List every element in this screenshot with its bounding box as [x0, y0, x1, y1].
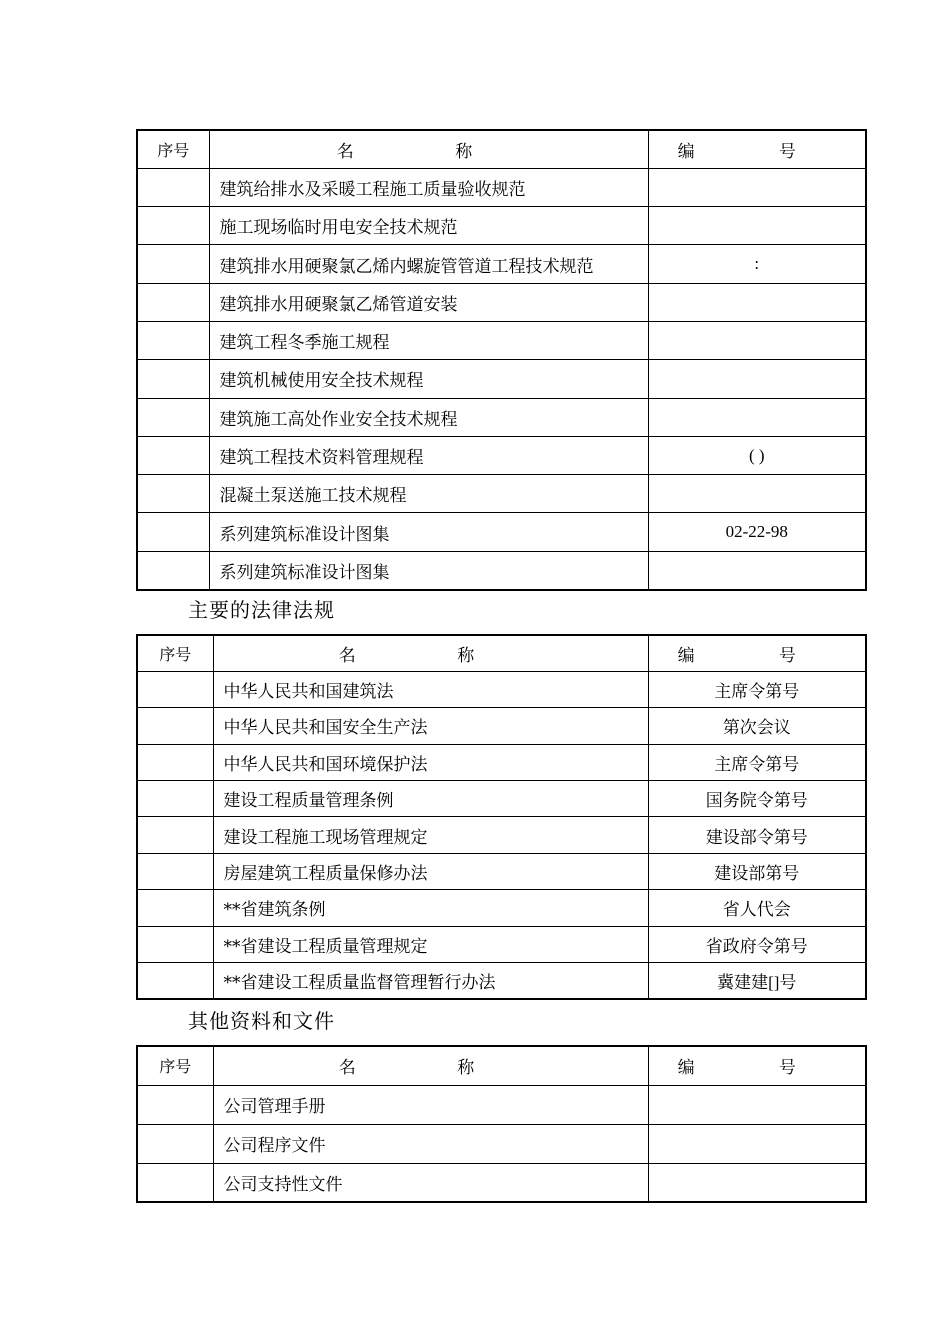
document-code: [648, 360, 866, 398]
table-row: [137, 1085, 866, 1124]
document-name: 施工现场临时用电安全技术规范: [209, 207, 648, 245]
document-name: **省建设工程质量管理规定: [213, 926, 648, 962]
document-name: 系列建筑标准设计图集: [209, 551, 648, 589]
document-code: 主席令第号: [648, 671, 866, 707]
header-no: 序号: [137, 1046, 213, 1085]
table-row: [137, 168, 866, 206]
document-name: **省建筑条例: [213, 890, 648, 926]
table-row: [137, 245, 866, 283]
document-code: [648, 1124, 866, 1163]
document-name: 建筑机械使用安全技术规程: [209, 360, 648, 398]
row-number: [137, 475, 209, 513]
table-row: [137, 283, 866, 321]
document-name: **省建设工程质量监督管理暂行办法: [213, 963, 648, 999]
document-name: 建筑工程冬季施工规程: [209, 321, 648, 359]
document-code: ( ): [648, 436, 866, 474]
row-number: [137, 963, 213, 999]
document-code: [648, 1163, 866, 1202]
document-name: 公司程序文件: [213, 1124, 648, 1163]
document-code: 国务院令第号: [648, 781, 866, 817]
standards-table-body: [137, 130, 866, 590]
header-name: 名 称: [213, 635, 648, 671]
row-number: [137, 398, 209, 436]
row-number: [137, 1085, 213, 1124]
table-header-row: [137, 130, 866, 168]
document-code: 省人代会: [648, 890, 866, 926]
table-row: [137, 475, 866, 513]
other-docs-table: [136, 1045, 867, 1203]
document-code: 主席令第号: [648, 744, 866, 780]
document-name: 中华人民共和国安全生产法: [213, 708, 648, 744]
document-code: 第次会议: [648, 708, 866, 744]
table-row: [137, 360, 866, 398]
document-code: [648, 283, 866, 321]
row-number: [137, 744, 213, 780]
laws-table-body: [137, 635, 866, 999]
document-code: 02-22-98: [648, 513, 866, 551]
row-number: [137, 671, 213, 707]
table-row: [137, 817, 866, 853]
document-name: 建筑给排水及采暖工程施工质量验收规范: [209, 168, 648, 206]
table-row: [137, 207, 866, 245]
table-row: [137, 926, 866, 962]
row-number: [137, 1163, 213, 1202]
table-row: [137, 1163, 866, 1202]
header-no: 序号: [137, 130, 209, 168]
document-code: 建设部令第号: [648, 817, 866, 853]
standards-table: [136, 129, 867, 591]
document-name: 房屋建筑工程质量保修办法: [213, 853, 648, 889]
header-code: 编 号: [648, 130, 866, 168]
table-row: [137, 398, 866, 436]
document-name: 建筑施工高处作业安全技术规程: [209, 398, 648, 436]
table-header-row: [137, 635, 866, 671]
row-number: [137, 781, 213, 817]
row-number: [137, 890, 213, 926]
row-number: [137, 551, 209, 589]
row-number: [137, 817, 213, 853]
document-code: [648, 321, 866, 359]
table-row: [137, 513, 866, 551]
document-name: 建设工程施工现场管理规定: [213, 817, 648, 853]
row-number: [137, 207, 209, 245]
document-code: [648, 207, 866, 245]
table-row: [137, 963, 866, 999]
row-number: [137, 360, 209, 398]
section-heading-other-docs: 其他资料和文件: [188, 1009, 335, 1033]
header-name: 名 称: [213, 1046, 648, 1085]
section-heading-laws: 主要的法律法规: [188, 598, 335, 622]
table-row: [137, 853, 866, 889]
row-number: [137, 321, 209, 359]
document-name: 系列建筑标准设计图集: [209, 513, 648, 551]
header-code: 编 号: [648, 1046, 866, 1085]
document-name: 中华人民共和国建筑法: [213, 671, 648, 707]
table-row: [137, 671, 866, 707]
document-code: [648, 475, 866, 513]
document-name: 公司支持性文件: [213, 1163, 648, 1202]
header-name: 名 称: [209, 130, 648, 168]
document-name: 公司管理手册: [213, 1085, 648, 1124]
document-name: 建设工程质量管理条例: [213, 781, 648, 817]
table-row: [137, 708, 866, 744]
document-code: :: [648, 245, 866, 283]
document-name: 混凝土泵送施工技术规程: [209, 475, 648, 513]
document-code: 建设部第号: [648, 853, 866, 889]
row-number: [137, 168, 209, 206]
table-row: [137, 890, 866, 926]
table-row: [137, 436, 866, 474]
document-code: 冀建建[]号: [648, 963, 866, 999]
other-docs-table-body: [137, 1046, 866, 1202]
row-number: [137, 926, 213, 962]
header-no: 序号: [137, 635, 213, 671]
row-number: [137, 1124, 213, 1163]
row-number: [137, 283, 209, 321]
table-row: [137, 744, 866, 780]
document-name: 建筑排水用硬聚氯乙烯内螺旋管管道工程技术规范: [209, 245, 648, 283]
document-name: 建筑工程技术资料管理规程: [209, 436, 648, 474]
table-header-row: [137, 1046, 866, 1085]
document-code: [648, 1085, 866, 1124]
table-row: [137, 781, 866, 817]
row-number: [137, 708, 213, 744]
document-code: [648, 398, 866, 436]
table-row: [137, 551, 866, 589]
laws-table: [136, 634, 867, 1000]
document-code: [648, 168, 866, 206]
document-code: 省政府令第号: [648, 926, 866, 962]
document-code: [648, 551, 866, 589]
row-number: [137, 853, 213, 889]
document-name: 中华人民共和国环境保护法: [213, 744, 648, 780]
header-code: 编 号: [648, 635, 866, 671]
row-number: [137, 513, 209, 551]
table-row: [137, 1124, 866, 1163]
row-number: [137, 245, 209, 283]
row-number: [137, 436, 209, 474]
table-row: [137, 321, 866, 359]
document-name: 建筑排水用硬聚氯乙烯管道安装: [209, 283, 648, 321]
